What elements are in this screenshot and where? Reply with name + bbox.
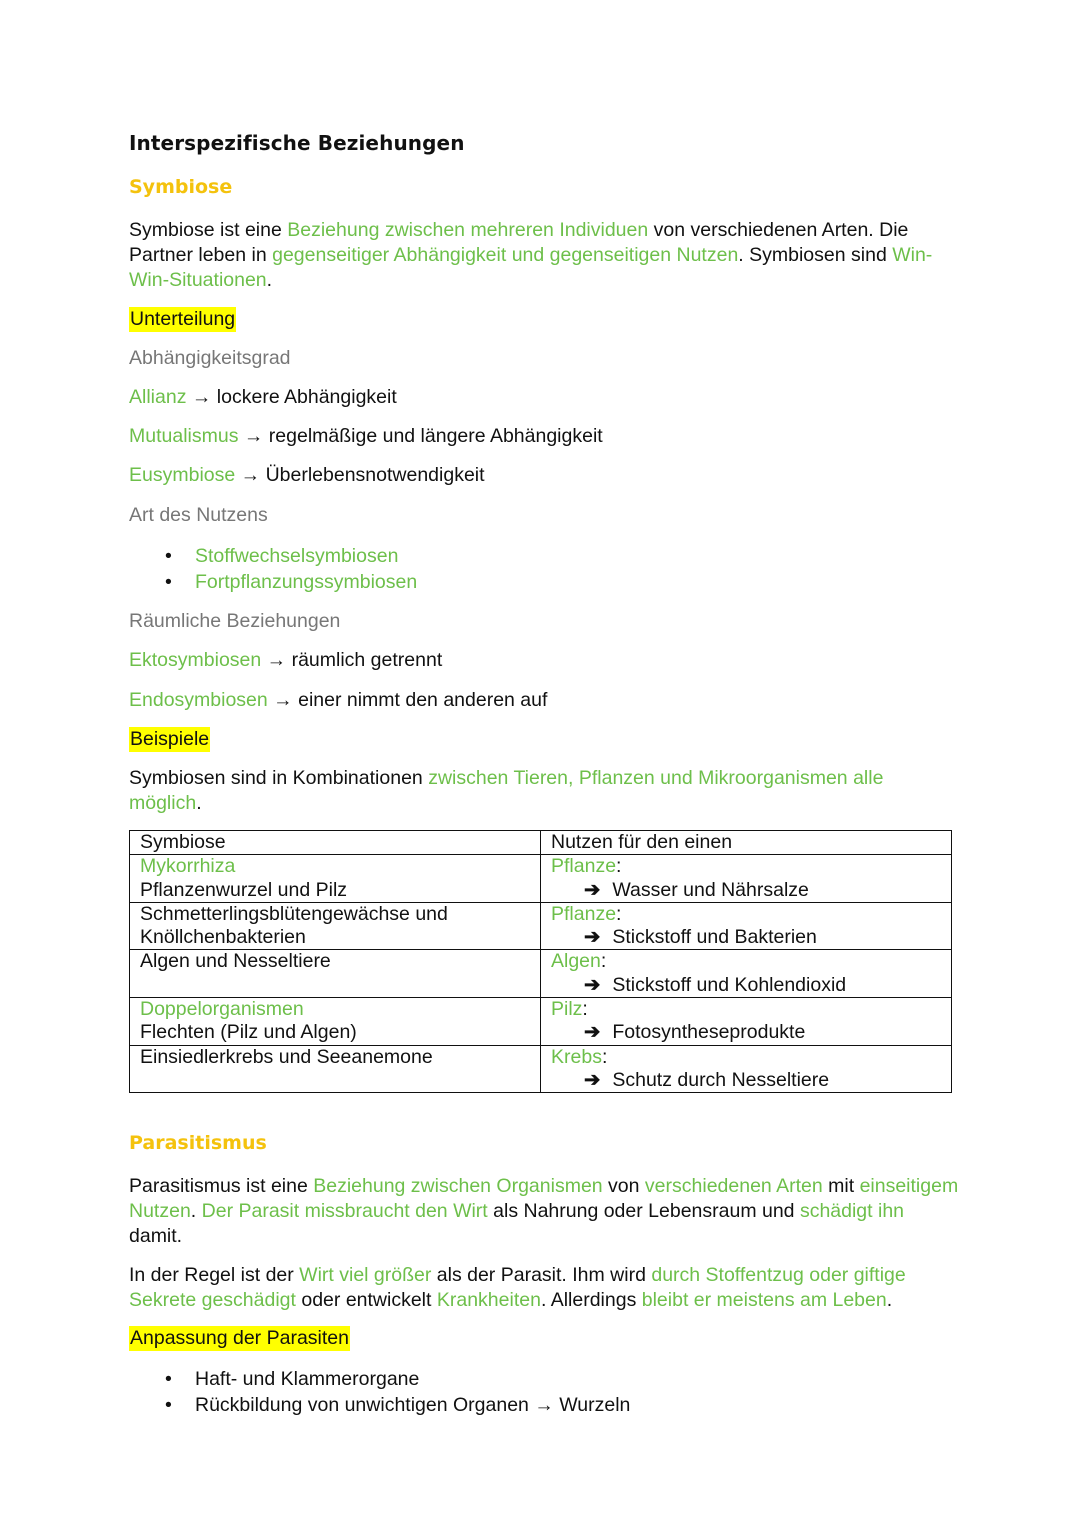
unterteilung-label: Unterteilung bbox=[130, 308, 236, 330]
arrow-bullet-icon: ➔ bbox=[584, 973, 601, 996]
table-cell: Pilz: ➔ Fotosyntheseprodukte bbox=[541, 998, 952, 1046]
parasitismus-heading: Parasitismus bbox=[129, 1132, 267, 1154]
nutzen-list bbox=[165, 543, 417, 595]
table-cell: Schmetterlingsblütengewächse und Knöllchenbakterien bbox=[130, 902, 541, 950]
table-row bbox=[130, 998, 952, 1046]
list-item: • Stoffwechselsymbiosen bbox=[165, 545, 399, 567]
list-item: • Haft- und Klammerorgane bbox=[165, 1368, 420, 1390]
beispiele-label: Beispiele bbox=[130, 728, 210, 750]
parasitismus-p2: In der Regel ist der Wirt viel größer als der Parasit. Ihm wird durch Stoffentzug oder giftige Sekrete geschädigt oder entwickelt Krankheiten. Allerdings bleibt er meistens am Leben. bbox=[129, 1264, 906, 1311]
grad-item-mutualismus: Mutualismus → regelmäßige und längere Abhängigkeit bbox=[129, 425, 603, 447]
arrow-right-icon: → bbox=[273, 689, 293, 711]
grad-item-eusymbiose: Eusymbiose → Überlebensnotwendigkeit bbox=[129, 464, 485, 486]
arrow-bullet-icon: ➔ bbox=[584, 1068, 601, 1091]
table-cell: Pflanze: ➔ Wasser und Nährsalze bbox=[541, 855, 952, 903]
raum-item-endo: Endosymbiosen → einer nimmt den anderen auf bbox=[129, 689, 548, 711]
symbiose-heading: Symbiose bbox=[129, 176, 233, 198]
table-header-cell: Symbiose bbox=[130, 831, 541, 855]
parasitismus-p1: Parasitismus ist eine Beziehung zwischen Organismen von verschiedenen Arten mit einseitigem Nutzen. Der Parasit missbraucht den Wirt als Nahrung oder Lebensraum und schädigt ihn damit. bbox=[129, 1175, 959, 1247]
list-item: • Fortpflanzungssymbiosen bbox=[165, 571, 418, 593]
list-item: • Rückbildung von unwichtigen Organen → Wurzeln bbox=[165, 1394, 631, 1416]
bullet-icon: • bbox=[165, 1394, 172, 1416]
symbiose-table bbox=[129, 830, 952, 1093]
bullet-icon: • bbox=[165, 571, 172, 593]
table-cell: Algen: ➔ Stickstoff und Kohlendioxid bbox=[541, 950, 952, 998]
table-cell: Doppelorganismen Flechten (Pilz und Algen) bbox=[130, 998, 541, 1046]
table-row bbox=[130, 950, 952, 998]
table-cell: Mykorrhiza Pflanzenwurzel und Pilz bbox=[130, 855, 541, 903]
bullet-icon: • bbox=[165, 545, 172, 567]
raum-item-ekto: Ektosymbiosen → räumlich getrennt bbox=[129, 649, 443, 671]
arrow-right-icon: → bbox=[266, 649, 287, 671]
arrow-right-icon: → bbox=[534, 1394, 554, 1416]
grad-item-allianz: Allianz → lockere Abhängigkeit bbox=[129, 386, 397, 408]
table-cell: Pflanze: ➔ Stickstoff und Bakterien bbox=[541, 902, 952, 950]
abhaengigkeitsgrad-label: Abhängigkeitsgrad bbox=[129, 347, 291, 369]
table-row bbox=[130, 855, 952, 903]
raeumliche-label: Räumliche Beziehungen bbox=[129, 610, 341, 632]
arrow-bullet-icon: ➔ bbox=[584, 878, 601, 901]
table-row bbox=[130, 902, 952, 950]
arrow-bullet-icon: ➔ bbox=[584, 1021, 601, 1044]
arrow-right-icon: → bbox=[243, 425, 264, 447]
symbiose-intro: Symbiose ist eine Beziehung zwischen mehreren Individuen von verschiedenen Arten. Die Partner leben in gegenseitiger Abhängigkeit und gegenseitigen Nutzen. Symbiosen sind Win-Win-Situationen. bbox=[129, 219, 933, 291]
table-header-cell: Nutzen für den einen bbox=[541, 831, 952, 855]
table-header-row bbox=[130, 831, 952, 855]
anpassung-label: Anpassung der Parasiten bbox=[130, 1327, 349, 1349]
bullet-icon: • bbox=[165, 1368, 172, 1390]
table-cell: Einsiedlerkrebs und Seeanemone bbox=[130, 1045, 541, 1093]
arrow-right-icon: → bbox=[240, 464, 261, 486]
arrow-bullet-icon: ➔ bbox=[584, 926, 601, 949]
art-des-nutzens-label: Art des Nutzens bbox=[129, 504, 268, 526]
table-row bbox=[130, 1045, 952, 1093]
anpassung-list bbox=[165, 1366, 630, 1418]
table-cell: Krebs: ➔ Schutz durch Nesseltiere bbox=[541, 1045, 952, 1093]
table-cell: Algen und Nesseltiere bbox=[130, 950, 541, 998]
beispiele-text: Symbiosen sind in Kombinationen zwischen Tieren, Pflanzen und Mikroorganismen alle möglich. bbox=[129, 767, 884, 814]
document-title: Interspezifische Beziehungen bbox=[129, 131, 465, 155]
arrow-right-icon: → bbox=[191, 386, 212, 408]
